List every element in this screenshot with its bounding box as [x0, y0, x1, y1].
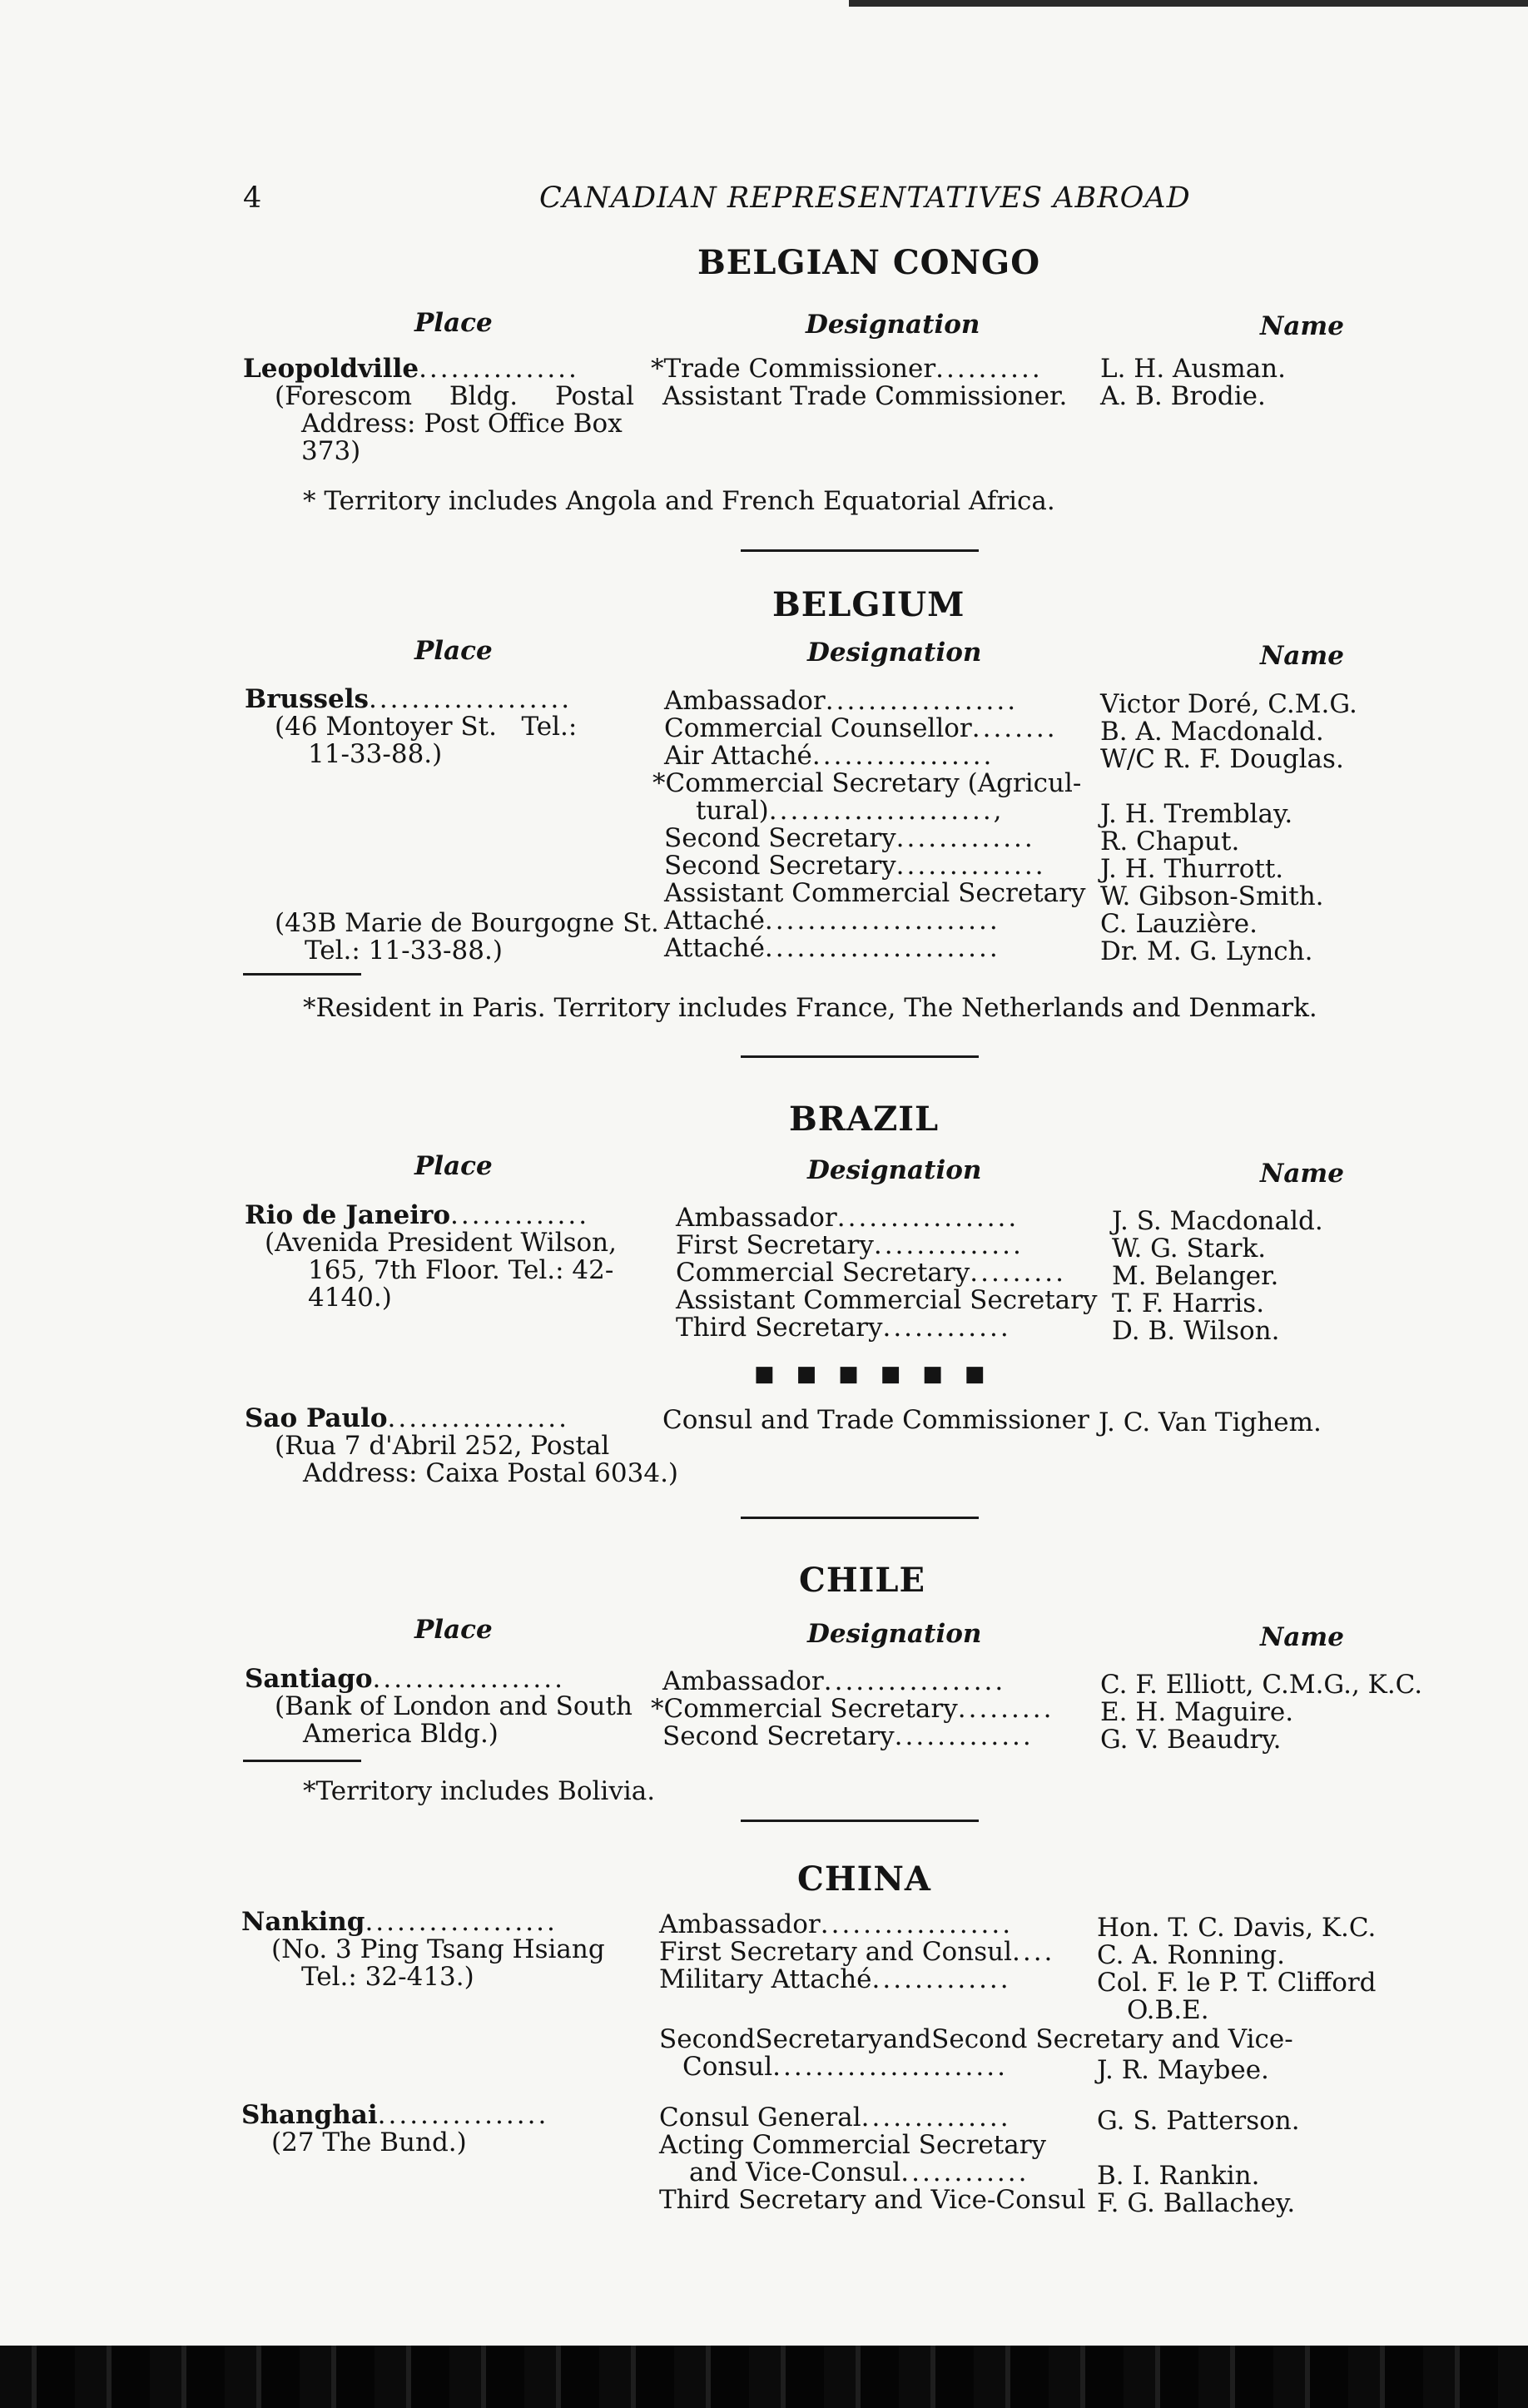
designation-entry: Ambassador................. [662, 1666, 1006, 1696]
name-entry: B. A. Macdonald. [1100, 717, 1324, 747]
place-address: (No. 3 Ping Tsang Hsiang [271, 1934, 605, 1964]
place-entry: Santiago.................. [245, 1664, 565, 1694]
page-number: 4 [243, 181, 262, 215]
designation-entry: Assistant Commercial Secretary [664, 878, 1086, 908]
scan-edge [849, 0, 1528, 7]
designation-entry: Ambassador................. [676, 1203, 1019, 1233]
designation-entry: Ambassador.................. [664, 686, 1019, 716]
designation-entry: First Secretary and Consul.... [659, 1937, 1055, 1967]
place-entry: Rio de Janeiro............. [245, 1200, 590, 1230]
designation-entry: Second Secretary.............. [664, 851, 1046, 881]
name-entry: C. A. Ronning. [1097, 1940, 1285, 1970]
name-entry: C. Lauzière. [1100, 909, 1258, 939]
name-entry: G. S. Patterson. [1097, 2106, 1300, 2136]
name-entry: Hon. T. C. Davis, K.C. [1097, 1913, 1377, 1943]
place-entry: Shanghai................ [241, 2100, 549, 2130]
name-entry: R. Chaput. [1100, 827, 1240, 856]
name-entry: E. H. Maguire. [1100, 1697, 1294, 1727]
name-entry: B. I. Rankin. [1097, 2161, 1260, 2191]
place-entry: Leopoldville............... [243, 354, 579, 384]
designation-entry: Second Secretary............. [664, 823, 1035, 853]
designation-entry: Assistant Commercial Secretary [676, 1285, 1098, 1315]
name-entry: J. C. Van Tighem. [1099, 1408, 1322, 1437]
name-entry: W/C R. F. Douglas. [1100, 744, 1344, 774]
name-entry: J. S. Macdonald. [1112, 1206, 1323, 1236]
place-entry: Brussels................... [245, 684, 573, 714]
place-address: 11-33-88.) [308, 739, 443, 769]
country-heading-china: CHINA [797, 1859, 931, 1899]
place-address: America Bldg.) [303, 1719, 499, 1749]
column-header-designation: Designation [806, 310, 980, 340]
name-entry: T. F. Harris. [1112, 1288, 1265, 1318]
name-entry: J. H. Tremblay. [1100, 799, 1293, 829]
designation-entry: Air Attaché................. [664, 741, 995, 771]
designation-entry: Commercial Secretary......... [676, 1258, 1066, 1288]
place-address: 373) [301, 436, 361, 466]
designation-entry: Attaché...................... [664, 933, 1000, 963]
column-header-place: Place [414, 308, 493, 338]
page-title: CANADIAN REPRESENTATIVES ABROAD [539, 181, 1191, 215]
place-address: (Forescom Bldg. Postal [275, 381, 634, 411]
name-entry: O.B.E. [1127, 1995, 1209, 2025]
designation-entry: *Commercial Secretary......... [651, 1694, 1054, 1724]
place-address: 4140.) [308, 1283, 392, 1313]
column-header-name: Name [1260, 1622, 1344, 1652]
country-heading-belgium: BELGIUM [772, 585, 965, 624]
place-entry: Nanking.................. [241, 1907, 558, 1937]
footnote-rule [243, 1760, 361, 1762]
place-address: (Rua 7 d'Abril 252, Postal [275, 1431, 610, 1461]
section-divider [741, 1055, 979, 1058]
column-header-designation: Designation [807, 638, 982, 668]
place-address: (Avenida President Wilson, [265, 1228, 617, 1258]
country-heading-brazil: BRAZIL [789, 1100, 940, 1139]
place-address: 165, 7th Floor. Tel.: 42- [308, 1255, 614, 1285]
designation-entry: Commercial Counsellor........ [664, 713, 1058, 743]
designation-entry: Attaché...................... [664, 906, 1000, 936]
country-heading-chile: CHILE [799, 1561, 925, 1600]
designation-entry: Acting Commercial Secretary [659, 2130, 1047, 2160]
designation-entry: Third Secretary............ [676, 1313, 1011, 1343]
column-header-designation: Designation [807, 1155, 982, 1185]
designation-entry: Consul...................... [682, 2052, 1008, 2082]
name-entry: J. H. Thurrott. [1100, 854, 1284, 884]
name-entry: Dr. M. G. Lynch. [1100, 936, 1313, 966]
place-entry: Sao Paulo................. [245, 1403, 570, 1433]
designation-entry: Third Secretary and Vice-Consul [659, 2185, 1086, 2215]
designation-entry: *Trade Commissioner.......... [651, 354, 1043, 384]
column-header-name: Name [1260, 311, 1344, 341]
place-address: Address: Post Office Box [301, 409, 623, 439]
name-entry: J. R. Maybee. [1097, 2055, 1269, 2085]
designation-entry: Assistant Trade Commissioner. [662, 381, 1068, 411]
place-address: (46 Montoyer St. Tel.: [275, 712, 578, 742]
footnote: *Resident in Paris. Territory includes France, The Netherlands and Denmark. [303, 993, 1317, 1023]
section-divider [741, 1820, 979, 1822]
column-header-place: Place [414, 1615, 493, 1645]
designation-entry: Second Secretary and Second Secretary and Vice- [659, 2024, 1293, 2054]
name-entry: A. B. Brodie. [1100, 381, 1266, 411]
designation-entry: Ambassador.................. [659, 1909, 1014, 1939]
designation-entry: and Vice-Consul............ [689, 2157, 1029, 2187]
name-entry: C. F. Elliott, C.M.G., K.C. [1100, 1670, 1423, 1700]
name-entry: Col. F. le P. T. Clifford [1097, 1968, 1377, 1998]
name-entry: D. B. Wilson. [1112, 1316, 1280, 1346]
name-entry: G. V. Beaudry. [1100, 1725, 1282, 1755]
footnote: *Territory includes Bolivia. [303, 1776, 656, 1806]
designation-entry: Military Attaché............. [659, 1964, 1011, 1994]
column-header-place: Place [414, 1151, 493, 1181]
place-address: Tel.: 11-33-88.) [305, 936, 503, 966]
section-divider [741, 1517, 979, 1519]
separator-dots: ■■■■■■ [754, 1362, 1007, 1387]
name-entry: M. Belanger. [1112, 1261, 1279, 1291]
place-address: (27 The Bund.) [271, 2127, 467, 2157]
designation-entry: *Commercial Secretary (Agricul- [652, 768, 1082, 798]
designation-entry: First Secretary.............. [676, 1230, 1024, 1260]
column-header-place: Place [414, 636, 493, 666]
name-entry: W. Gibson-Smith. [1100, 881, 1324, 911]
designation-entry: Consul and Trade Commissioner [662, 1405, 1089, 1435]
name-entry: Victor Doré, C.M.G. [1100, 689, 1357, 719]
place-address: (Bank of London and South [275, 1691, 633, 1721]
name-entry: F. G. Ballachey. [1097, 2188, 1296, 2218]
designation-entry: Consul General.............. [659, 2103, 1011, 2132]
designation-entry: tural)....................., [696, 796, 1005, 826]
place-address: (43B Marie de Bourgogne St. [275, 908, 659, 938]
footnote-rule [243, 973, 361, 976]
place-address: Address: Caixa Postal 6034.) [303, 1458, 679, 1488]
country-heading-belgian-congo: BELGIAN CONGO [697, 243, 1041, 282]
footnote: * Territory includes Angola and French Equatorial Africa. [303, 486, 1055, 516]
place-address: Tel.: 32-413.) [301, 1962, 474, 1992]
section-divider [741, 549, 979, 552]
name-entry: L. H. Ausman. [1100, 354, 1286, 384]
column-header-name: Name [1260, 1159, 1344, 1189]
scan-edge [0, 2346, 1528, 2408]
name-entry: W. G. Stark. [1112, 1234, 1267, 1264]
designation-entry: Second Secretary............. [662, 1721, 1034, 1751]
column-header-name: Name [1260, 641, 1344, 671]
column-header-designation: Designation [807, 1619, 982, 1649]
